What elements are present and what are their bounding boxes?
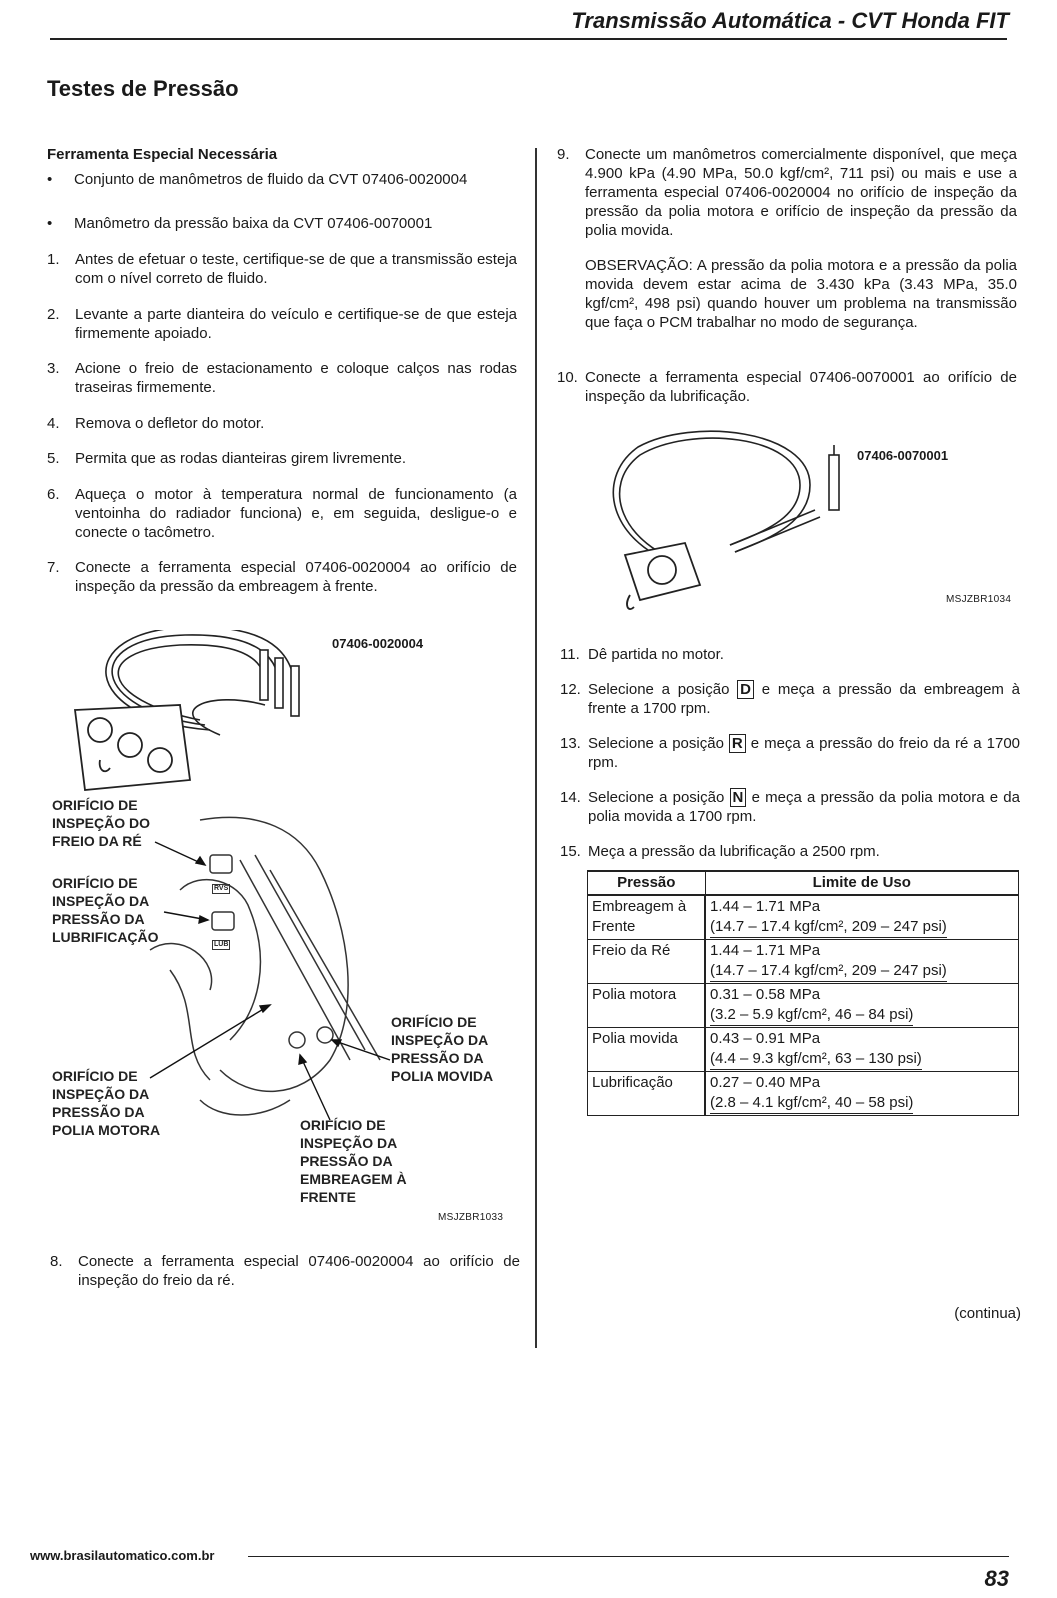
step-13 [560, 734, 1020, 772]
gauge-box [625, 543, 700, 609]
step-text-pre: Selecione a posição [588, 681, 730, 698]
table-cell-pressure: Polia movida [588, 1028, 706, 1072]
step-number: 3. [47, 360, 60, 377]
label-freio-re: ORIFÍCIO DE INSPEÇÃO DO FREIO DA RÉ [52, 797, 151, 849]
limit-alt-units: (3.2 – 5.9 kgf/cm², 46 – 84 psi) [710, 1005, 913, 1026]
bullet-dot-icon: • [47, 171, 53, 188]
step-text: Conecte a ferramenta especial 07406-0070001 ao orifício de inspeção da lubrificação. [585, 369, 1017, 405]
step-text-post: e meça a pressão da embreagem à frente a 1700 rpm. [588, 681, 1021, 717]
table-cell-limit [705, 984, 1019, 1028]
step-text: Permita que as rodas dianteiras girem livremente. [75, 450, 406, 467]
page-number: 83 [984, 1566, 1009, 1591]
table-row [588, 895, 1019, 940]
limit-alt-units: (14.7 – 17.4 kgf/cm², 209 – 247 psi) [710, 961, 947, 982]
transmission-body [150, 817, 380, 1115]
step-text: Dê partida no motor. [588, 646, 724, 663]
bullet-dot-icon: • [47, 215, 53, 232]
gear-position-r: R [729, 734, 746, 753]
step-text [588, 788, 1020, 826]
table-header: Pressão [588, 871, 706, 895]
limit-alt-units: (4.4 – 9.3 kgf/cm², 63 – 130 psi) [710, 1049, 922, 1070]
bullet-text: Conjunto de manômetros de fluido da CVT 07406-0020004 [74, 171, 468, 188]
page-title: Testes de Pressão [47, 76, 239, 101]
limit-mpa: 0.27 – 0.40 MPa [710, 1074, 821, 1091]
step-1 [47, 250, 517, 288]
table-cell-pressure: Embreagem à Frente [588, 895, 706, 940]
gauge-panel [75, 705, 190, 790]
step-3 [47, 359, 517, 397]
table-header-row [588, 871, 1019, 895]
step-text: Remova o defletor do motor. [75, 415, 265, 432]
table-cell-limit [705, 895, 1019, 940]
step-number: 9. [557, 146, 570, 163]
bullet-text: Manômetro da pressão baixa da CVT 07406-0070001 [74, 215, 433, 232]
figure2-ref: MSJZBR1034 [946, 594, 1012, 605]
bullet-item [47, 214, 507, 233]
step-7 [47, 558, 517, 596]
column-divider [535, 148, 537, 1348]
limit-mpa: 1.44 – 1.71 MPa [710, 898, 821, 915]
step-number: 11. [560, 646, 580, 663]
step-10 [557, 368, 1017, 406]
step-text-post: e meça a pressão da polia motora e da polia movida a 1700 rpm. [588, 789, 1020, 825]
figure2-illustration [600, 425, 860, 620]
step-number: 5. [47, 450, 60, 467]
step-text [588, 680, 1020, 718]
port-tag-lub: LUB [214, 941, 229, 948]
step-15 [560, 842, 1020, 861]
gear-position-n: N [730, 788, 747, 807]
step-text: Aqueça o motor à temperatura normal de funcionamento (a ventoinha do radiador funciona) e, em seguida, desligue-o e conecte o tacômetro. [75, 486, 517, 541]
table-cell-pressure: Freio da Ré [588, 940, 706, 984]
gauge-fitting [829, 445, 839, 510]
label-lubrificacao: ORIFÍCIO DE INSPEÇÃO DA PRESSÃO DA LUBRIFICAÇÃO [52, 875, 159, 945]
table-cell-limit [705, 940, 1019, 984]
hose-fittings [260, 650, 299, 716]
step-number: 14. [560, 789, 581, 806]
step-4 [47, 414, 517, 433]
pressure-limits-table [587, 870, 1019, 1116]
gauge-hose [613, 431, 820, 570]
header-title: Transmissão Automática - CVT Honda FIT [571, 8, 1009, 33]
step-text-pre: Selecione a posição [588, 789, 725, 806]
step-text: Conecte a ferramenta especial 07406-0020004 ao orifício de inspeção da pressão da embreagem à frente. [75, 559, 517, 595]
figure1-ref: MSJZBR1033 [438, 1212, 504, 1223]
gear-position-d: D [737, 680, 754, 699]
step-number: 10. [557, 369, 578, 386]
observation-note: OBSERVAÇÃO: A pressão da polia motora e a pressão da polia movida devem estar acima de 3.430 kPa (3.43 MPa, 35.0 kgf/cm², 498 psi) quando houver um problema na transmissão que faça o PCM trabalhar no modo de segurança. [585, 257, 1017, 331]
footer-url: www.brasilautomatico.com.br [30, 1548, 215, 1563]
table-cell-limit [705, 1028, 1019, 1072]
figure2-tool-code: 07406-0070001 [857, 448, 949, 463]
table-cell-limit [705, 1072, 1019, 1116]
step-number: 15. [560, 843, 581, 860]
step-number: 12. [560, 681, 581, 698]
label-embreagem-frente: ORIFÍCIO DE INSPEÇÃO DA PRESSÃO DA EMBREAGEM À FRENTE [300, 1117, 407, 1205]
table-row [588, 984, 1019, 1028]
step-11 [560, 645, 1020, 664]
header-rule [50, 38, 1007, 40]
limit-alt-units: (14.7 – 17.4 kgf/cm², 209 – 247 psi) [710, 917, 947, 938]
step-9 [557, 145, 1017, 240]
bullet-item [47, 170, 507, 189]
table-row [588, 940, 1019, 984]
step-5 [47, 449, 517, 468]
label-polia-motora: ORIFÍCIO DE INSPEÇÃO DA PRESSÃO DA POLIA MOTORA [52, 1068, 161, 1138]
step-text: Acione o freio de estacionamento e coloque calços nas rodas traseiras firmemente. [75, 360, 517, 396]
port-tag-rvs: RVS [214, 885, 229, 892]
step-number: 2. [47, 306, 60, 323]
step-14 [560, 788, 1020, 826]
step-number: 4. [47, 415, 60, 432]
step-number: 6. [47, 486, 60, 503]
special-tools-heading: Ferramenta Especial Necessária [47, 146, 278, 163]
step-number: 1. [47, 251, 60, 268]
step-12 [560, 680, 1020, 718]
step-2 [47, 305, 517, 343]
step-6 [47, 485, 517, 542]
step-text: Levante a parte dianteira do veículo e certifique-se de que esteja firmemente apoiado. [75, 306, 517, 342]
step-text [588, 734, 1020, 772]
step-text-pre: Selecione a posição [588, 735, 724, 752]
table-row [588, 1072, 1019, 1116]
limit-mpa: 1.44 – 1.71 MPa [710, 942, 821, 959]
step-number: 7. [47, 559, 60, 576]
step-text: Antes de efetuar o teste, certifique-se de que a transmissão esteja com o nível correto de fluido. [75, 251, 517, 287]
limit-mpa: 0.31 – 0.58 MPa [710, 986, 821, 1003]
step-text: Conecte a ferramenta especial 07406-0020004 ao orifício de inspeção do freio da ré. [78, 1253, 520, 1289]
table-header: Limite de Uso [705, 871, 1019, 895]
table-cell-pressure: Lubrificação [588, 1072, 706, 1116]
step-number: 8. [50, 1253, 63, 1270]
label-polia-movida: ORIFÍCIO DE INSPEÇÃO DA PRESSÃO DA POLIA MOVIDA [391, 1014, 494, 1084]
table-cell-pressure: Polia motora [588, 984, 706, 1028]
step-text-post: e meça a pressão do freio da ré a 1700 rpm. [588, 735, 1021, 771]
figure1-tool-code: 07406-0020004 [332, 636, 424, 651]
continued-label: (continua) [954, 1305, 1021, 1322]
limit-alt-units: (2.8 – 4.1 kgf/cm², 40 – 58 psi) [710, 1093, 913, 1114]
step-text: Conecte um manômetros comercialmente disponível, que meça 4.900 kPa (4.90 MPa, 50.0 kgf/cm², 711 psi) ou mais e use a ferramenta especial 07406-0020004 no orifício de inspeção da pressão da polia motora e orifício de inspeção da pressão da polia movida. [585, 146, 1017, 239]
footer-rule [248, 1556, 1009, 1557]
table-row [588, 1028, 1019, 1072]
step-text: Meça a pressão da lubrificação a 2500 rpm. [588, 843, 880, 860]
step-number: 13. [560, 735, 581, 752]
limit-mpa: 0.43 – 0.91 MPa [710, 1030, 821, 1047]
step-8 [50, 1252, 520, 1290]
callout-arrows [150, 842, 390, 1120]
